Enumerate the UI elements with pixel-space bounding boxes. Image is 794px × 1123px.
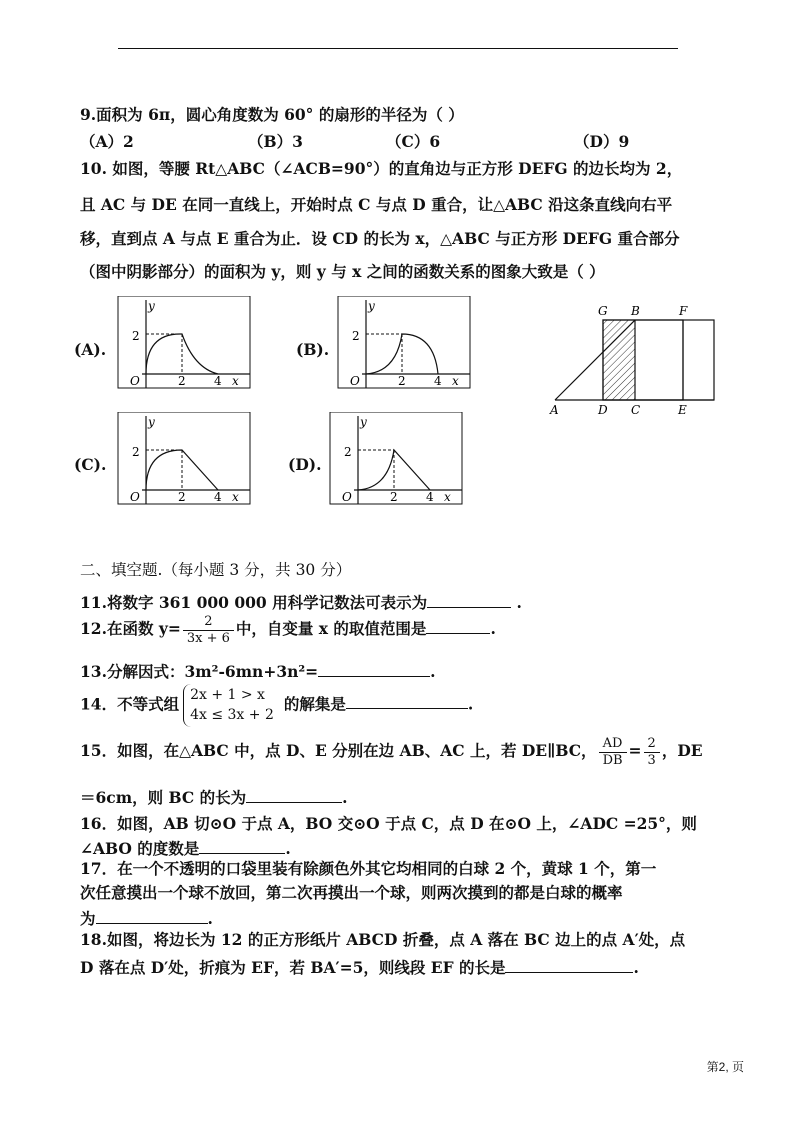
q13 bbox=[80, 660, 436, 682]
q17-answer-blank bbox=[96, 907, 208, 924]
q10-line-2: 且 AC 与 DE 在同一直线上，开始时点 C 与点 D 重合，让△ABC 沿这条直线向右平 bbox=[80, 195, 673, 214]
q15-line2-text: ＝6cm，则 BC 的长为 bbox=[80, 788, 247, 807]
header-rule bbox=[118, 48, 678, 49]
graph-a-tick-y: 2 bbox=[132, 329, 140, 343]
q9-option-b: （B）3 bbox=[248, 132, 303, 151]
graph-b-origin: O bbox=[350, 374, 360, 388]
q15-ratio bbox=[599, 736, 627, 768]
q17-line-1: 17．在一个不透明的口袋里装有除颜色外其它均相同的白球 2 个，黄球 1 个，第一 bbox=[80, 859, 657, 878]
q13-end: . bbox=[430, 662, 436, 681]
fig-label-b: B bbox=[631, 304, 640, 318]
q16-line-1: 16．如图，AB 切⊙O 于点 A，BO 交⊙O 于点 C，点 D 在⊙O 上，∠ADC =25°，则 bbox=[80, 814, 697, 833]
q11-end: . bbox=[511, 593, 522, 612]
graph-b-axis-x: x bbox=[452, 374, 459, 388]
q18-line-2 bbox=[80, 956, 639, 978]
q14-suffix: 的解集是 bbox=[283, 694, 346, 714]
q10-line-1: 10. 如图，等腰 Rt△ABC（∠ACB=90°）的直角边与正方形 DEFG 的边长均为 2， bbox=[80, 159, 683, 178]
fig-label-a: A bbox=[550, 403, 559, 417]
q18-end: . bbox=[633, 958, 639, 977]
graph-a-tick-x2: 4 bbox=[214, 374, 222, 388]
q17-line-2: 次任意摸出一个球不放回，第二次再摸出一个球，则两次摸到的都是白球的概率 bbox=[80, 883, 623, 902]
q14-ineq-1: 2x + 1 > x bbox=[190, 687, 265, 703]
q12-frac-den: 3x + 6 bbox=[186, 630, 230, 646]
q12-end: . bbox=[490, 619, 496, 639]
q11 bbox=[80, 591, 522, 613]
graph-a-axis-y: y bbox=[148, 299, 155, 313]
graph-d-tick-x1: 2 bbox=[390, 490, 398, 504]
q13-text: 13.分解因式：3m²-6mn+3n²= bbox=[80, 662, 319, 681]
page-number: 第2, 页 bbox=[706, 1060, 744, 1074]
q16-end: . bbox=[285, 839, 291, 858]
graph-a-tick-x1: 2 bbox=[178, 374, 186, 388]
q16-line2-text: ∠ABO 的度数是 bbox=[80, 839, 200, 858]
q15-value-den: 3 bbox=[647, 752, 656, 768]
graph-d bbox=[322, 412, 472, 506]
q15-ratio-num: AD bbox=[599, 736, 627, 753]
q17-line3-text: 为 bbox=[80, 909, 96, 928]
q12-answer-blank bbox=[426, 617, 490, 634]
q14-ineq-2: 4x ≤ 3x + 2 bbox=[190, 707, 274, 724]
q18-answer-blank bbox=[505, 956, 633, 973]
graph-c-label: (C). bbox=[74, 455, 107, 474]
graph-c-axis-y: y bbox=[148, 415, 155, 429]
graph-c-tick-x1: 2 bbox=[178, 490, 186, 504]
q10-line-4: （图中阴影部分）的面积为 y，则 y 与 x 之间的函数关系的图象大致是（ ） bbox=[80, 262, 605, 281]
q15-prefix: 15．如图，在△ABC 中，点 D、E 分别在边 AB、AC 上，若 DE∥BC， bbox=[80, 741, 597, 761]
graph-b-axis-y: y bbox=[368, 299, 375, 313]
graph-d-label: (D). bbox=[288, 455, 322, 474]
q17-end: . bbox=[207, 909, 213, 928]
q12-frac-num: 2 bbox=[183, 614, 234, 631]
q16-answer-blank bbox=[199, 837, 285, 854]
q9-stem: 9.面积为 6π，圆心角度数为 60° 的扇形的半径为（ ） bbox=[80, 105, 464, 124]
q11-text: 11.将数字 361 000 000 用科学记数法可表示为 bbox=[80, 593, 428, 612]
graph-a-label: (A). bbox=[74, 340, 107, 359]
q13-answer-blank bbox=[318, 660, 430, 677]
graph-d-axis-x: x bbox=[444, 490, 451, 504]
q11-answer-blank bbox=[427, 591, 511, 608]
q15-line-2 bbox=[80, 786, 348, 808]
graph-d-axis-y: y bbox=[360, 415, 367, 429]
graph-b-label: (B). bbox=[296, 340, 330, 359]
q15-suffix: ，DE bbox=[661, 741, 703, 761]
graph-d-tick-y: 2 bbox=[344, 445, 352, 459]
q15-value bbox=[644, 736, 660, 768]
graph-d-origin: O bbox=[342, 490, 352, 504]
q14 bbox=[80, 684, 473, 727]
graph-b-tick-y: 2 bbox=[352, 329, 360, 343]
fig-label-g: G bbox=[598, 304, 608, 318]
q15-end: . bbox=[342, 788, 348, 807]
fig-label-c: C bbox=[631, 403, 641, 417]
q14-answer-blank bbox=[346, 692, 468, 709]
q14-end: . bbox=[467, 694, 474, 714]
graph-b-tick-x2: 4 bbox=[434, 374, 442, 388]
q12-fraction bbox=[183, 614, 234, 646]
q10-line-3: 移，直到点 A 与点 E 重合为止．设 CD 的长为 x，△ABC 与正方形 DEFG 重合部分 bbox=[80, 229, 680, 248]
graph-c-tick-y: 2 bbox=[132, 445, 140, 459]
q15-value-num: 2 bbox=[644, 736, 660, 753]
q17-line-3 bbox=[80, 907, 213, 929]
q15-line-1 bbox=[80, 736, 703, 768]
q12-suffix: 中，自变量 x 的取值范围是 bbox=[235, 619, 427, 639]
fig-label-d: D bbox=[598, 403, 608, 417]
graph-c-tick-x2: 4 bbox=[214, 490, 222, 504]
q15-ratio-den: DB bbox=[602, 752, 623, 768]
graph-d-tick-x2: 4 bbox=[426, 490, 434, 504]
q18-line2-text: D 落在点 D′处，折痕为 EF，若 BA′=5，则线段 EF 的长是 bbox=[80, 958, 506, 977]
graph-c-origin: O bbox=[130, 490, 140, 504]
section-heading: 二、填空题.（每小题 3 分，共 30 分） bbox=[80, 561, 352, 579]
graph-c bbox=[110, 412, 260, 506]
graph-b bbox=[330, 296, 480, 390]
q18-line-1: 18.如图，将边长为 12 的正方形纸片 ABCD 折叠，点 A 落在 BC 边上的点 A′处，点 bbox=[80, 930, 686, 949]
graph-c-axis-x: x bbox=[232, 490, 239, 504]
q15-eq: = bbox=[628, 741, 642, 761]
graph-a bbox=[110, 296, 260, 390]
q9-option-c: （C）6 bbox=[386, 132, 441, 151]
q15-answer-blank bbox=[246, 786, 342, 803]
q16-line-2 bbox=[80, 837, 291, 859]
q9-option-a: （A）2 bbox=[80, 132, 134, 151]
graph-a-axis-x: x bbox=[232, 374, 239, 388]
graph-b-tick-x1: 2 bbox=[398, 374, 406, 388]
q12 bbox=[80, 614, 496, 646]
q14-prefix: 14．不等式组 bbox=[80, 694, 180, 714]
graph-a-origin: O bbox=[130, 374, 140, 388]
q12-prefix: 12.在函数 y= bbox=[80, 619, 181, 639]
q14-inequality-system bbox=[183, 684, 280, 727]
fig-label-e: E bbox=[678, 403, 687, 417]
q9-option-d: （D）9 bbox=[574, 132, 630, 151]
q10-geometry-figure bbox=[542, 300, 722, 420]
fig-label-f: F bbox=[679, 304, 688, 318]
